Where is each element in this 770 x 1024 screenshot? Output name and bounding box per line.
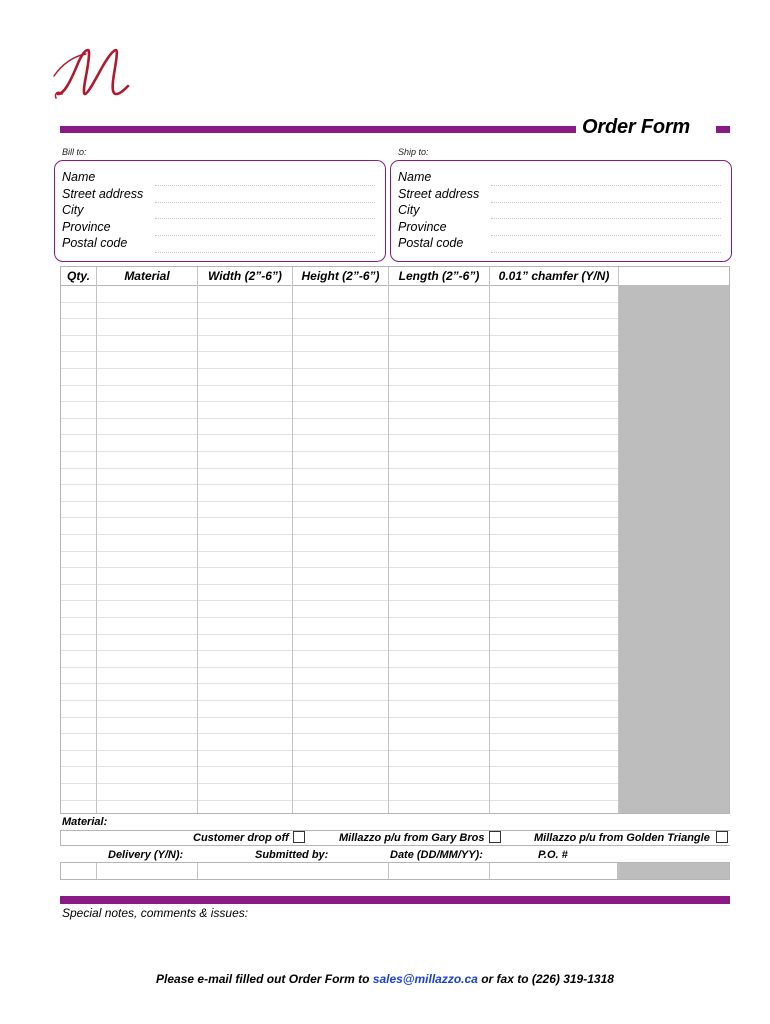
col-header-height: Height (2”-6”) [301,269,380,283]
order-table-row[interactable] [61,717,618,718]
bill-to-name-field[interactable] [155,185,375,186]
delivery-label: Delivery (Y/N): [108,849,184,861]
page-title: Order Form [582,116,691,138]
po-label: P.O. # [538,849,568,861]
bill-to-name-label: Name [62,170,96,184]
order-table-row[interactable] [61,634,618,635]
order-table-row[interactable] [61,766,618,767]
col-header-chamfer: 0.01” chamfer (Y/N) [498,269,610,283]
script-m-logo-icon [52,42,136,104]
bill-to-city-field[interactable] [155,218,375,219]
footer-bar [60,896,730,904]
bill-to-label: Bill to: [62,147,87,157]
column-divider [96,267,97,813]
order-table-row[interactable] [61,584,618,585]
order-table-row[interactable] [61,600,618,601]
order-table-row[interactable] [61,468,618,469]
order-table [60,266,730,814]
pickup-golden-triangle-checkbox[interactable] [716,831,728,843]
ship-to-postal-field[interactable] [491,252,721,253]
order-table-row[interactable] [61,733,618,734]
bill-to-box [54,160,386,262]
bill-to-street-label: Street address [62,187,144,201]
column-divider [292,267,293,813]
order-table-row[interactable] [61,750,618,751]
header-bar [60,126,576,133]
order-table-row[interactable] [61,567,618,568]
order-table-row[interactable] [61,650,618,651]
submitted-cell-divider [197,863,198,879]
order-table-row[interactable] [61,302,618,303]
bill-to-postal-label: Postal code [62,236,128,250]
bill-to-postal-field[interactable] [155,252,375,253]
submission-row [60,862,730,880]
footer-text [0,972,770,986]
pickup-gary-bros-checkbox[interactable] [489,831,501,843]
order-table-row[interactable] [61,368,618,369]
column-divider [618,267,619,813]
order-table-row[interactable] [61,667,618,668]
ship-to-postal-label: Postal code [398,236,464,250]
order-table-row[interactable] [61,700,618,701]
order-table-row[interactable] [61,800,618,801]
footer-prefix: Please e-mail filled out Order Form to [156,972,373,986]
order-table-row[interactable] [61,617,618,618]
shaded-column [618,285,729,813]
col-header-length: Length (2”-6”) [398,269,480,283]
header-bar-tail [716,126,730,133]
order-table-row[interactable] [61,783,618,784]
shaded-cell [617,863,729,879]
material-label: Material: [62,816,108,828]
date-cell-divider [388,863,389,879]
order-table-row[interactable] [61,401,618,402]
col-header-material: Material [124,269,170,283]
ship-to-name-label: Name [398,170,432,184]
pickup-golden-triangle-label: Millazzo p/u from Golden Triangle [534,832,710,844]
delivery-cell-divider [96,863,97,879]
bill-to-province-label: Province [62,220,111,234]
order-table-row[interactable] [61,517,618,518]
ship-to-street-field[interactable] [491,202,721,203]
ship-to-city-label: City [398,203,420,217]
order-table-row[interactable] [61,418,618,419]
ship-to-province-label: Province [398,220,447,234]
column-divider [388,267,389,813]
order-table-row[interactable] [61,335,618,336]
submitted-by-label: Submitted by: [255,849,329,861]
date-label: Date (DD/MM/YY): [390,849,483,861]
col-header-qty: Qty. [67,269,90,283]
bill-to-street-field[interactable] [155,202,375,203]
ship-to-name-field[interactable] [491,185,721,186]
ship-to-city-field[interactable] [491,218,721,219]
notes-label: Special notes, comments & issues: [62,906,249,920]
order-table-row[interactable] [61,385,618,386]
footer-suffix: or fax to (226) 319-1318 [477,972,614,986]
order-table-row[interactable] [61,434,618,435]
ship-to-province-field[interactable] [491,235,721,236]
header-divider [61,285,618,286]
order-table-row[interactable] [61,551,618,552]
email-link[interactable]: sales@millazzo.ca [372,972,478,986]
order-table-row[interactable] [61,501,618,502]
pickup-gary-bros-label: Millazzo p/u from Gary Bros [339,832,485,844]
order-table-row[interactable] [61,534,618,535]
customer-drop-off-checkbox[interactable] [293,831,305,843]
bill-to-province-field[interactable] [155,235,375,236]
ship-to-box [390,160,732,262]
col-header-width: Width (2”-6”) [208,269,282,283]
order-table-row[interactable] [61,484,618,485]
order-table-row[interactable] [61,683,618,684]
ship-to-street-label: Street address [398,187,480,201]
order-table-row[interactable] [61,451,618,452]
ship-to-label: Ship to: [398,147,429,157]
bill-to-city-label: City [62,203,84,217]
order-table-row[interactable] [61,351,618,352]
customer-drop-off-label: Customer drop off [193,832,289,844]
column-divider [489,267,490,813]
po-cell-divider [489,863,490,879]
po-end-divider [618,863,619,879]
column-divider [197,267,198,813]
order-table-row[interactable] [61,318,618,319]
